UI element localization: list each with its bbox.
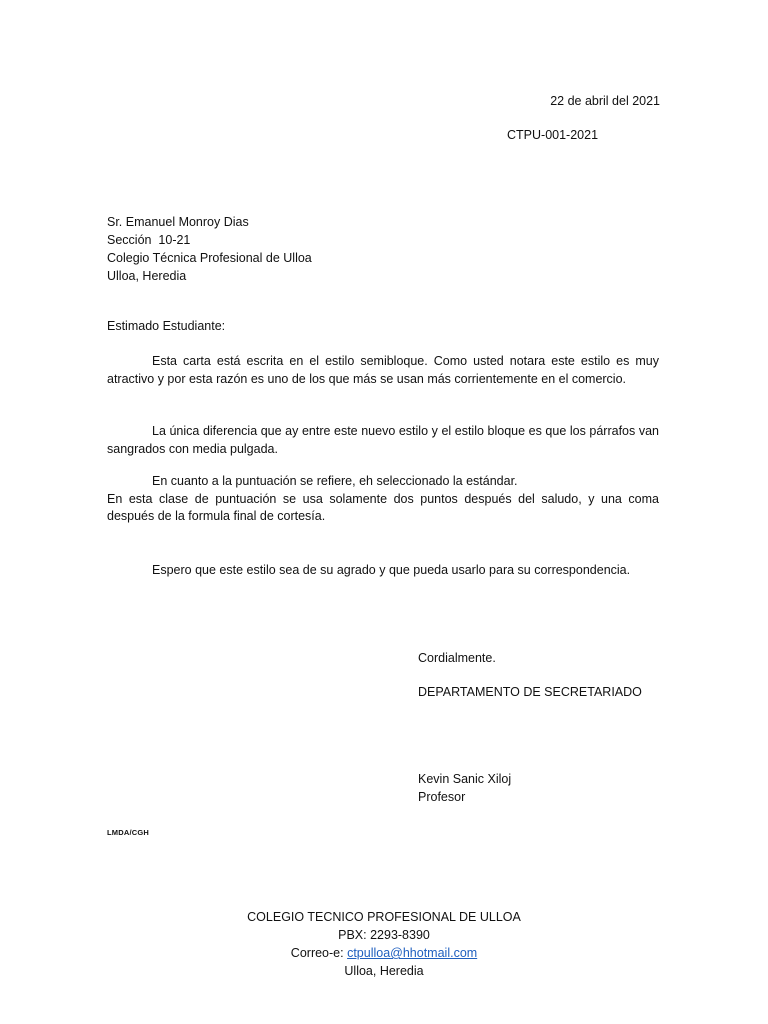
footer-location: Ulloa, Heredia — [344, 964, 424, 978]
footer-email-line — [0, 945, 768, 963]
recipient-block — [107, 214, 312, 286]
body-paragraph-1 — [107, 353, 659, 388]
reference-initials: LMDA/CGH — [107, 828, 150, 837]
footer-email-label: Correo-e: — [290, 946, 348, 960]
body-paragraph-4: Espero que este estilo sea de su agrado y que pueda usarlo para su correspondencia. — [152, 563, 631, 577]
letter-date: 22 de abril del 2021 — [550, 94, 660, 108]
recipient-name: Sr. Emanuel Monroy Dias — [107, 215, 249, 229]
salutation: Estimado Estudiante: — [107, 319, 226, 333]
department-name: DEPARTAMENTO DE SECRETARIADO — [418, 685, 642, 699]
paragraph-2-text: La única diferencia que ay entre este nuevo estilo y el estilo bloque es que los párrafos van sangrados con media pulgada. — [107, 424, 659, 456]
recipient-location: Ulloa, Heredia — [107, 269, 187, 283]
closing: Cordialmente. — [418, 651, 496, 665]
signer-name: Kevin Sanic Xiloj — [418, 772, 512, 786]
paragraph-3-continuation: En esta clase de puntuación se usa solamente dos puntos después del saludo, y una coma después de la formula final de cortesía. — [107, 491, 659, 523]
recipient-school: Colegio Técnica Profesional de Ulloa — [107, 251, 312, 265]
letter-footer — [0, 909, 768, 981]
reference-number: CTPU-001-2021 — [507, 128, 599, 142]
body-paragraph-2 — [107, 423, 659, 458]
footer-phone: PBX: 2293-8390 — [338, 928, 430, 942]
signer-title: Profesor — [418, 790, 466, 804]
paragraph-1-text: Esta carta está escrita en el estilo semibloque. Como usted notara este estilo es muy atractivo y por esta razón es uno de los que más se usan más corrientemente en el comercio. — [107, 354, 659, 386]
footer-institution: COLEGIO TECNICO PROFESIONAL DE ULLOA — [247, 910, 521, 924]
body-paragraph-3 — [107, 473, 659, 526]
email-link[interactable]: ctpulloa@hhotmail.com — [347, 946, 478, 960]
paragraph-3-first-line: En cuanto a la puntuación se refiere, eh seleccionado la estándar. — [152, 474, 518, 488]
recipient-section: Sección 10-21 — [107, 233, 191, 247]
